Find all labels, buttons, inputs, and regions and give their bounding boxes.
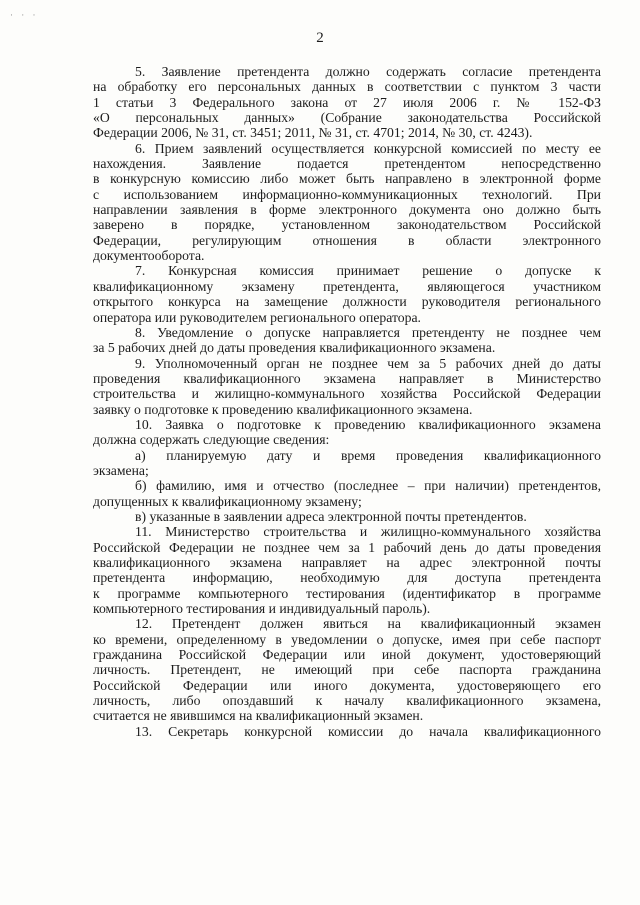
paragraph-p7 — [93, 263, 601, 324]
paragraph-p10a — [93, 448, 601, 479]
text-line: личность. Претендент, не имеющий при себе паспорта гражданина — [93, 662, 601, 678]
text-line: претендента информацию, необходимую для доступа претендента — [93, 570, 601, 586]
paragraph-p9 — [93, 356, 601, 417]
text-line: б) фамилию, имя и отчество (последнее – при наличии) претендентов, — [135, 478, 601, 494]
text-line: 9. Уполномоченный орган не позднее чем за 5 рабочих дней до даты — [135, 355, 601, 371]
text-line: заверено в порядке, установленном законодательством Российской — [93, 217, 601, 233]
paragraph-p6 — [93, 141, 601, 264]
text-line: заявку о подготовке к проведению квалификационного экзамена. — [93, 401, 473, 417]
text-line: 11. Министерство строительства и жилищно-коммунального хозяйства — [135, 524, 601, 540]
text-line: а) планируемую дату и время проведения квалификационного — [135, 447, 601, 463]
text-line: 1 статьи 3 Федерального закона от 27 июля 2006 г. № 152-ФЗ — [93, 94, 601, 110]
text-line: к программе компьютерного тестирования (идентификатор в программе — [93, 585, 601, 601]
text-line: в) указанные в заявлении адреса электронной почты претендентов. — [135, 508, 527, 524]
text-line: допущенных к квалификационному экзамену; — [93, 493, 362, 509]
text-line: «О персональных данных» (Собрание законодательства Российской — [93, 110, 601, 126]
text-line: открытого конкурса на замещение должности руководителя регионального — [93, 294, 601, 310]
text-line: за 5 рабочих дней до даты проведения квалификационного экзамена. — [93, 340, 496, 356]
paragraph-p12 — [93, 616, 601, 723]
text-line: 5. Заявление претендента должно содержать согласие претендента — [135, 64, 601, 79]
text-line: на обработку его персональных данных в соответствии с пунктом 3 части — [93, 79, 601, 95]
text-line: 8. Уведомление о допуске направляется претенденту не позднее чем — [135, 324, 601, 340]
paragraph-p8 — [93, 325, 601, 356]
text-line: экзамена; — [93, 462, 149, 478]
document-body — [93, 64, 601, 739]
text-line: гражданина Российской Федерации или иной документ, удостоверяющий — [93, 647, 601, 663]
text-line: компьютерного тестирования и индивидуальный пароль). — [93, 601, 431, 617]
paragraph-p5 — [93, 64, 601, 141]
paragraph-p11 — [93, 524, 601, 616]
text-line: проведения квалификационного экзамена направляет в Министерство — [93, 370, 601, 386]
text-line: 10. Заявка о подготовке к проведению квалификационного экзамена — [135, 416, 601, 432]
text-line: направлении заявления в форме электронного документа оно должно быть — [93, 202, 601, 218]
text-line: личность, либо опоздавший к началу квалификационного экзамена, — [93, 693, 601, 709]
text-line: Российской Федерации не позднее чем за 1 рабочий день до даты проведения — [93, 539, 601, 555]
paragraph-p13 — [93, 724, 601, 739]
text-line: квалификационного экзамена направляет на адрес электронной почты — [93, 555, 601, 570]
paragraph-p10b — [93, 478, 601, 509]
text-line: ко времени, определенному в уведомлении о допуске, имея при себе паспорт — [93, 631, 601, 647]
text-line: нахождения. Заявление подается претендентом непосредственно — [93, 156, 601, 172]
text-line: 6. Прием заявлений осуществляется конкурсной комиссией по месту ее — [135, 140, 601, 156]
text-line: 13. Секретарь конкурсной комиссии до начала квалификационного — [135, 723, 601, 739]
text-line: Российской Федерации или иного документа, удостоверяющего его — [93, 677, 601, 693]
text-line: 12. Претендент должен явиться на квалификационный экзамен — [135, 616, 601, 632]
text-line: документооборота. — [93, 248, 205, 264]
text-line: строительства и жилищно-коммунального хозяйства Российской Федерации — [93, 386, 601, 402]
page-number: 2 — [316, 30, 324, 46]
text-line: квалификационному экзамену претендента, являющегося участником — [93, 278, 601, 294]
scan-corner-marks: · · · — [10, 10, 39, 20]
text-line: считается не явившимся на квалификационный экзамен. — [93, 708, 424, 724]
text-line: Федерации, регулирующим отношения в области электронного — [93, 232, 601, 248]
text-line: в конкурсную комиссию либо может быть направлено в электронной форме — [93, 171, 601, 187]
text-line: должна содержать следующие сведения: — [93, 432, 330, 448]
paragraph-p10c — [93, 509, 601, 524]
text-line: с использованием информационно-коммуникационных технологий. При — [93, 186, 601, 202]
text-line: 7. Конкурсная комиссия принимает решение о допуске к — [135, 263, 601, 279]
paragraph-p10 — [93, 417, 601, 448]
text-line: оператора или руководителем регионального оператора. — [93, 309, 421, 325]
text-line: Федерации 2006, № 31, ст. 3451; 2011, № 31, ст. 4701; 2014, № 30, ст. 4243). — [93, 125, 533, 141]
